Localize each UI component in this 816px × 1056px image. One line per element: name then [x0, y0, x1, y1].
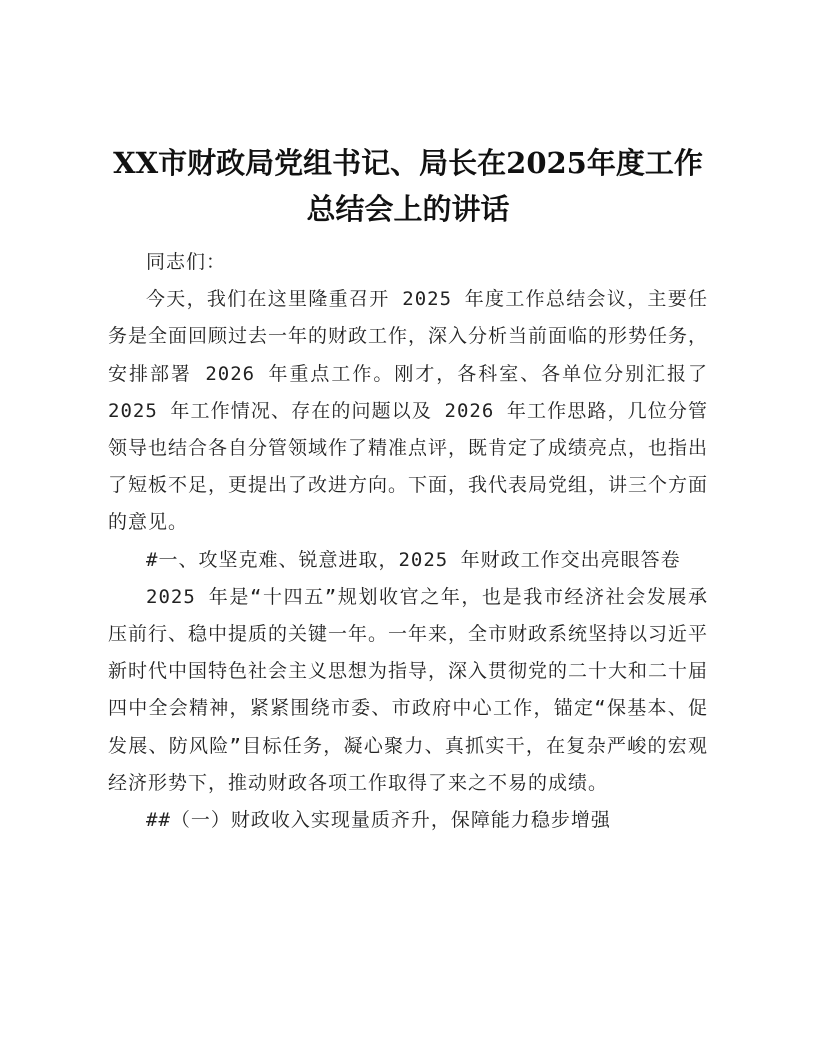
document-body	[108, 244, 708, 839]
section-1-heading: #一、攻坚克难、锐意进取，2025 年财政工作交出亮眼答卷	[146, 548, 681, 571]
subsection-1-heading: ##（一）财政收入实现量质齐升，保障能力稳步增强	[146, 809, 611, 832]
salutation: 同志们：	[146, 251, 227, 273]
intro-paragraph: 今天，我们在这里隆重召开 2025 年度工作总结会议，主要任务是全面回顾过去一年的财政工作，深入分析当前面临的形势任务，安排部署 2026 年重点工作。刚才，各科室、各单位分别汇报了 2025 年工作情况、存在的问题以及 2026 年工作思路，几位分管领导也结合各自分管领域作了精准点评，既肯定了成绩亮点，也指出了短板不足，更提出了改进方向。下面，我代表局党组，讲三个方面的意见。	[108, 288, 709, 534]
document-title-line-1: XX市财政局党组书记、局长在2025年度工作	[113, 146, 703, 180]
document-title-line-2: 总结会上的讲话	[306, 192, 510, 226]
section-1-paragraph: 2025 年是“十四五”规划收官之年，也是我市经济社会发展承压前行、稳中提质的关键一年。一年来，全市财政系统坚持以习近平新时代中国特色社会主义思想为指导，深入贯彻党的二十大和二十届四中全会精神，紧紧围绕市委、市政府中心工作，锚定“保基本、促发展、防风险”目标任务，凝心聚力、真抓实干，在复杂严峻的宏观经济形势下，推动财政各项工作取得了来之不易的成绩。	[108, 585, 709, 794]
